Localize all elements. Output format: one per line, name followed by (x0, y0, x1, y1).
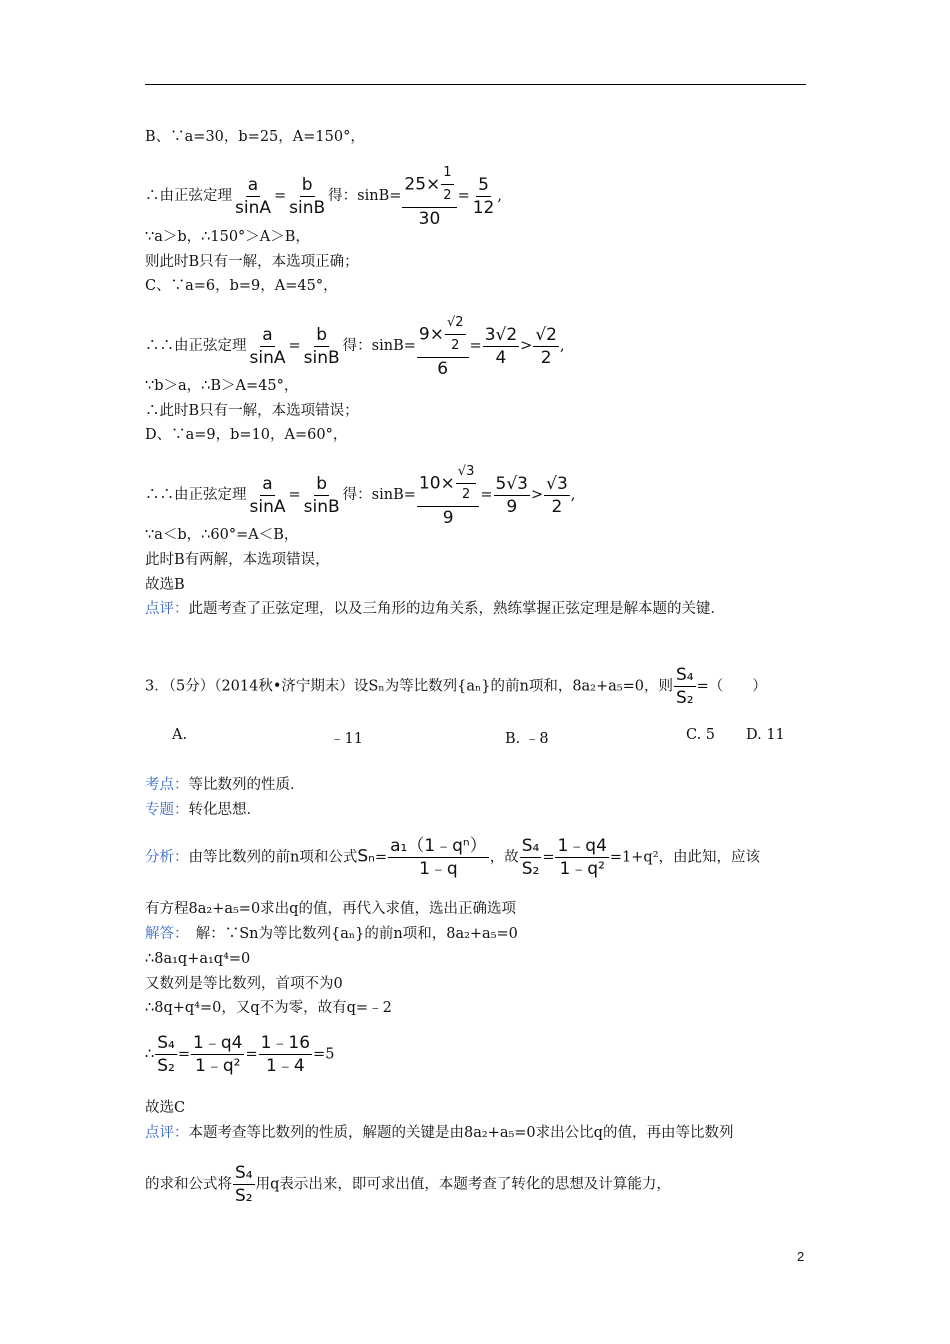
fraction (471, 175, 497, 218)
d-law-line (145, 462, 575, 528)
den: sinB (303, 347, 340, 368)
d-compare: ∵a＜b，∴60°=A＜B， (145, 527, 299, 543)
fraction (302, 325, 342, 368)
d-head: D、∵a=9，b=10，A=60°， (145, 427, 348, 443)
text: 得：sinB= (342, 338, 416, 354)
comma: , (570, 487, 576, 503)
fraction (544, 474, 570, 517)
num: b (316, 473, 328, 494)
kaodian (145, 776, 305, 794)
num: S₄ (675, 665, 694, 685)
fraction (191, 1033, 244, 1076)
header-rule (145, 84, 806, 85)
num: 3√2 (484, 324, 518, 345)
den: 1﹣4 (266, 1056, 305, 1076)
fraction (417, 462, 479, 528)
eq: = (457, 188, 470, 204)
den: 12 (472, 197, 495, 218)
fraction (259, 1033, 312, 1076)
q3-tail: =（ ） (696, 678, 767, 695)
num: √2 (445, 313, 466, 335)
fraction (483, 325, 519, 368)
fraction (248, 474, 288, 517)
text: 等比数列的性质． (188, 777, 305, 793)
comment-label: 点评： (145, 601, 189, 617)
eq: = (469, 338, 482, 354)
num: √2 (535, 324, 557, 345)
num: √3 (546, 473, 568, 494)
comma: , (497, 188, 502, 204)
q3-line (145, 665, 767, 708)
text: 得：sinB= (342, 487, 416, 503)
den: 2 (551, 496, 563, 517)
label: 专题： (145, 802, 189, 818)
den: 30 (418, 209, 441, 229)
d-conclusion: 此时B有两解，本选项错误， (145, 552, 330, 568)
den: 2 (451, 338, 460, 353)
den: sinB (289, 197, 326, 218)
eq: = (288, 487, 301, 503)
num: 1﹣q4 (193, 1033, 243, 1053)
den: 2 (540, 347, 552, 368)
c-head: C、∵a=6，b=9，A=45°， (145, 278, 338, 294)
fraction (533, 325, 559, 368)
den: 4 (495, 347, 507, 368)
num: a (262, 473, 273, 494)
text: 用q表示出来，即可求出值，本题考查了转化的思想及计算能力， (255, 1176, 671, 1193)
den: S₂ (521, 859, 540, 879)
text: =1+q²，由此知，应该 (609, 849, 761, 866)
label: 考点： (145, 777, 189, 793)
fraction (445, 313, 466, 356)
den: 2 (461, 487, 471, 502)
num: a₁（1﹣qⁿ） (390, 836, 487, 856)
fenxi-line (145, 836, 760, 879)
text: 解：∵Sn为等比数列{aₙ}的前n项和，8a₂+a₅=0 (181, 926, 518, 942)
text: =5 (313, 1046, 335, 1063)
fraction (494, 474, 530, 517)
label: 解答： (145, 926, 182, 942)
den: 1﹣q² (559, 859, 605, 879)
option-b: B. ﹣8 (505, 731, 549, 747)
den: 6 (437, 359, 449, 379)
fraction (233, 175, 273, 218)
num: a (262, 324, 273, 345)
den: 2 (443, 188, 452, 203)
fraction (520, 836, 542, 879)
t: 9× (418, 324, 444, 345)
gt: > (530, 487, 544, 503)
t: 10× (418, 473, 455, 494)
text: 转化思想． (188, 802, 261, 818)
choose-c: 故选C (145, 1100, 186, 1116)
den: S₂ (675, 688, 694, 708)
text: ∴ (145, 1046, 155, 1063)
den: S₂ (235, 1186, 253, 1206)
num (417, 313, 469, 358)
text: ∴∴由正弦定理 (145, 487, 247, 503)
step-2: 又数列是等比数列，首项不为0 (145, 976, 343, 992)
label: 分析： (145, 849, 189, 866)
num: 5√3 (495, 473, 528, 494)
eq: = (480, 487, 493, 503)
num: 1 (441, 163, 453, 185)
eq: = (177, 1046, 190, 1063)
step-4 (145, 1033, 334, 1076)
eq: = (273, 188, 287, 204)
t: 25× (404, 174, 441, 195)
option-d: D. 11 (746, 727, 785, 743)
den: sinA (249, 347, 286, 368)
comment-label: 点评： (145, 1125, 189, 1141)
num: 5 (478, 174, 489, 195)
gt: > (520, 338, 533, 354)
c-law-line (145, 313, 565, 379)
fraction (388, 836, 489, 879)
num: 1﹣16 (260, 1033, 311, 1053)
text: 由等比数列的前n项和公式 (188, 849, 358, 866)
comma: , (559, 338, 565, 354)
fraction (287, 175, 327, 218)
eq: = (245, 1046, 258, 1063)
b-head: B、∵a=30，b=25，A=150°， (145, 129, 365, 145)
num: √3 (456, 462, 477, 484)
fraction (302, 474, 342, 517)
num: b (316, 324, 328, 345)
step-1: ∴8a₁q+a₁q⁴=0 (145, 951, 251, 967)
fraction (555, 836, 608, 879)
fraction (155, 1033, 177, 1076)
num: S₄ (235, 1163, 253, 1183)
den: sinB (303, 496, 340, 517)
eq: = (288, 338, 301, 354)
b-law-line (145, 163, 502, 229)
den: sinA (249, 496, 286, 517)
num: S₄ (157, 1033, 175, 1053)
comment-1 (145, 600, 725, 618)
eq: = (542, 849, 555, 866)
jieda (145, 925, 518, 943)
text: 得：sinB= (328, 188, 402, 204)
page-number: 2 (797, 1249, 805, 1264)
eq: = (374, 849, 388, 866)
sn: Sₙ (357, 846, 375, 867)
text: 的求和公式将 (145, 1176, 232, 1193)
comment-2-line-2 (145, 1163, 671, 1206)
fraction (674, 665, 696, 708)
num (417, 462, 479, 507)
den: 1﹣q (419, 859, 458, 879)
fraction (402, 163, 456, 229)
num: 1﹣q4 (557, 836, 607, 856)
text: ∴∴由正弦定理 (145, 338, 247, 354)
num: a (247, 174, 259, 195)
zhuanti (145, 801, 261, 819)
num: S₄ (521, 836, 540, 856)
fraction (248, 325, 288, 368)
c-conclusion: ∴此时B只有一解，本选项错误； (145, 403, 359, 419)
comment-text: 此题考查了正弦定理，以及三角形的边角关系，熟练掌握正弦定理是解本题的关键． (188, 601, 725, 617)
num: b (301, 174, 313, 195)
den: S₂ (157, 1056, 175, 1076)
choose-b: 故选B (145, 577, 185, 593)
text: ，故 (489, 849, 519, 866)
step-3: ∴8q+q⁴=0，又q不为零，故有q=﹣2 (145, 1000, 392, 1016)
den: 9 (442, 508, 454, 528)
option-a-value: ﹣11 (330, 731, 363, 747)
comment-text: 本题考查等比数列的性质，解题的关键是由8a₂+a₅=0求出公比q的值，再由等比数列 (188, 1125, 734, 1141)
num (402, 163, 456, 208)
option-c: C. 5 (686, 727, 716, 743)
den: 9 (506, 496, 518, 517)
q3-text: 3．（5分）（2014秋•济宁期末）设Sₙ为等比数列{aₙ}的前n项和，8a₂+a₅=0，则 (145, 678, 673, 695)
comment-2 (145, 1124, 733, 1142)
text: ∴由正弦定理 (145, 188, 232, 204)
fraction (417, 313, 469, 379)
c-compare: ∵b＞a，∴B＞A=45°， (145, 378, 299, 394)
den: 1﹣q² (195, 1056, 241, 1076)
fenxi-line-2: 有方程8a₂+a₅=0求出q的值，再代入求值，选出正确选项 (145, 901, 516, 917)
b-compare: ∵a＞b，∴150°＞A＞B， (145, 229, 310, 245)
fraction (441, 163, 453, 206)
b-conclusion: 则此时B只有一解，本选项正确； (145, 254, 359, 270)
fraction (233, 1163, 255, 1206)
fraction (456, 462, 477, 505)
den: sinA (235, 197, 271, 218)
option-a-label: A. (172, 727, 188, 743)
